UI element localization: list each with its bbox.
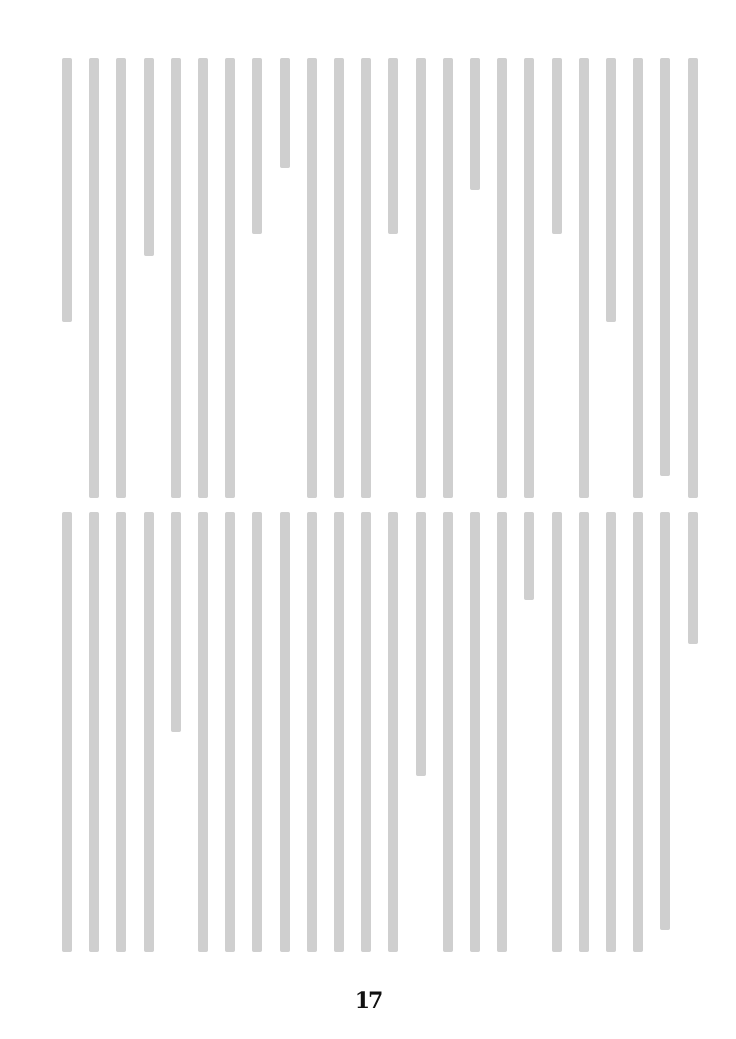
redacted-text bbox=[416, 512, 426, 776]
text-line bbox=[169, 512, 183, 962]
redacted-text bbox=[116, 512, 126, 952]
text-line bbox=[495, 512, 509, 962]
redacted-text bbox=[633, 58, 643, 498]
text-line bbox=[468, 512, 482, 962]
text-line bbox=[305, 58, 319, 508]
redacted-text bbox=[470, 512, 480, 952]
redacted-text bbox=[606, 512, 616, 952]
redacted-text bbox=[361, 512, 371, 952]
redacted-text bbox=[579, 58, 589, 498]
redacted-text bbox=[660, 512, 670, 930]
text-line bbox=[142, 512, 156, 962]
redacted-text bbox=[198, 58, 208, 498]
text-line bbox=[250, 58, 264, 508]
text-line bbox=[686, 512, 700, 962]
text-line bbox=[114, 58, 128, 508]
text-line bbox=[359, 58, 373, 508]
text-line bbox=[550, 58, 564, 508]
redacted-text bbox=[280, 512, 290, 952]
text-line bbox=[577, 58, 591, 508]
redacted-text bbox=[225, 512, 235, 952]
redacted-text bbox=[524, 58, 534, 498]
redacted-text bbox=[606, 58, 616, 322]
redacted-text bbox=[633, 512, 643, 952]
text-line bbox=[414, 58, 428, 508]
redacted-text bbox=[388, 58, 398, 234]
page-number: 17 bbox=[354, 988, 382, 1014]
text-line bbox=[386, 58, 400, 508]
redacted-text bbox=[688, 512, 698, 644]
text-line bbox=[169, 58, 183, 508]
redacted-text bbox=[660, 58, 670, 476]
text-line bbox=[60, 512, 74, 962]
text-line bbox=[468, 58, 482, 508]
redacted-text bbox=[524, 512, 534, 600]
redacted-text bbox=[361, 58, 371, 498]
redacted-text bbox=[497, 512, 507, 952]
redacted-text bbox=[171, 512, 181, 732]
redacted-text bbox=[416, 58, 426, 498]
redacted-text bbox=[144, 58, 154, 256]
redacted-text bbox=[62, 58, 72, 322]
redacted-text bbox=[62, 512, 72, 952]
redacted-text bbox=[579, 512, 589, 952]
text-line bbox=[278, 512, 292, 962]
text-line bbox=[658, 512, 672, 962]
text-block-bottom bbox=[60, 512, 700, 962]
text-line bbox=[686, 58, 700, 508]
text-line bbox=[522, 58, 536, 508]
text-line bbox=[658, 58, 672, 508]
text-line bbox=[550, 512, 564, 962]
text-line bbox=[441, 512, 455, 962]
text-line bbox=[196, 58, 210, 508]
text-line bbox=[441, 58, 455, 508]
redacted-text bbox=[688, 58, 698, 498]
text-line bbox=[414, 512, 428, 962]
redacted-text bbox=[307, 512, 317, 952]
text-line bbox=[196, 512, 210, 962]
redacted-text bbox=[470, 58, 480, 190]
text-line bbox=[495, 58, 509, 508]
text-line bbox=[604, 512, 618, 962]
text-line bbox=[250, 512, 264, 962]
redacted-text bbox=[497, 58, 507, 498]
redacted-text bbox=[171, 58, 181, 498]
text-line bbox=[332, 58, 346, 508]
text-line bbox=[87, 512, 101, 962]
text-line bbox=[631, 512, 645, 962]
redacted-text bbox=[198, 512, 208, 952]
text-line bbox=[142, 58, 156, 508]
redacted-text bbox=[252, 58, 262, 234]
redacted-text bbox=[280, 58, 290, 168]
redacted-text bbox=[443, 58, 453, 498]
text-line bbox=[631, 58, 645, 508]
redacted-text bbox=[144, 512, 154, 952]
text-line bbox=[359, 512, 373, 962]
redacted-text bbox=[89, 512, 99, 952]
text-line bbox=[305, 512, 319, 962]
text-line bbox=[87, 58, 101, 508]
text-line bbox=[522, 512, 536, 962]
text-line bbox=[114, 512, 128, 962]
text-line bbox=[223, 58, 237, 508]
redacted-text bbox=[252, 512, 262, 952]
redacted-text bbox=[116, 58, 126, 498]
redacted-text bbox=[334, 512, 344, 952]
redacted-text bbox=[89, 58, 99, 498]
redacted-text bbox=[443, 512, 453, 952]
redacted-text bbox=[552, 512, 562, 952]
redacted-text bbox=[307, 58, 317, 498]
redacted-text bbox=[225, 58, 235, 498]
text-block-top bbox=[60, 58, 700, 508]
text-line bbox=[278, 58, 292, 508]
redacted-text bbox=[334, 58, 344, 498]
text-line bbox=[223, 512, 237, 962]
text-line bbox=[386, 512, 400, 962]
text-line bbox=[577, 512, 591, 962]
text-line bbox=[604, 58, 618, 508]
redacted-text bbox=[388, 512, 398, 952]
redacted-text bbox=[552, 58, 562, 234]
text-line bbox=[332, 512, 346, 962]
text-line bbox=[60, 58, 74, 508]
